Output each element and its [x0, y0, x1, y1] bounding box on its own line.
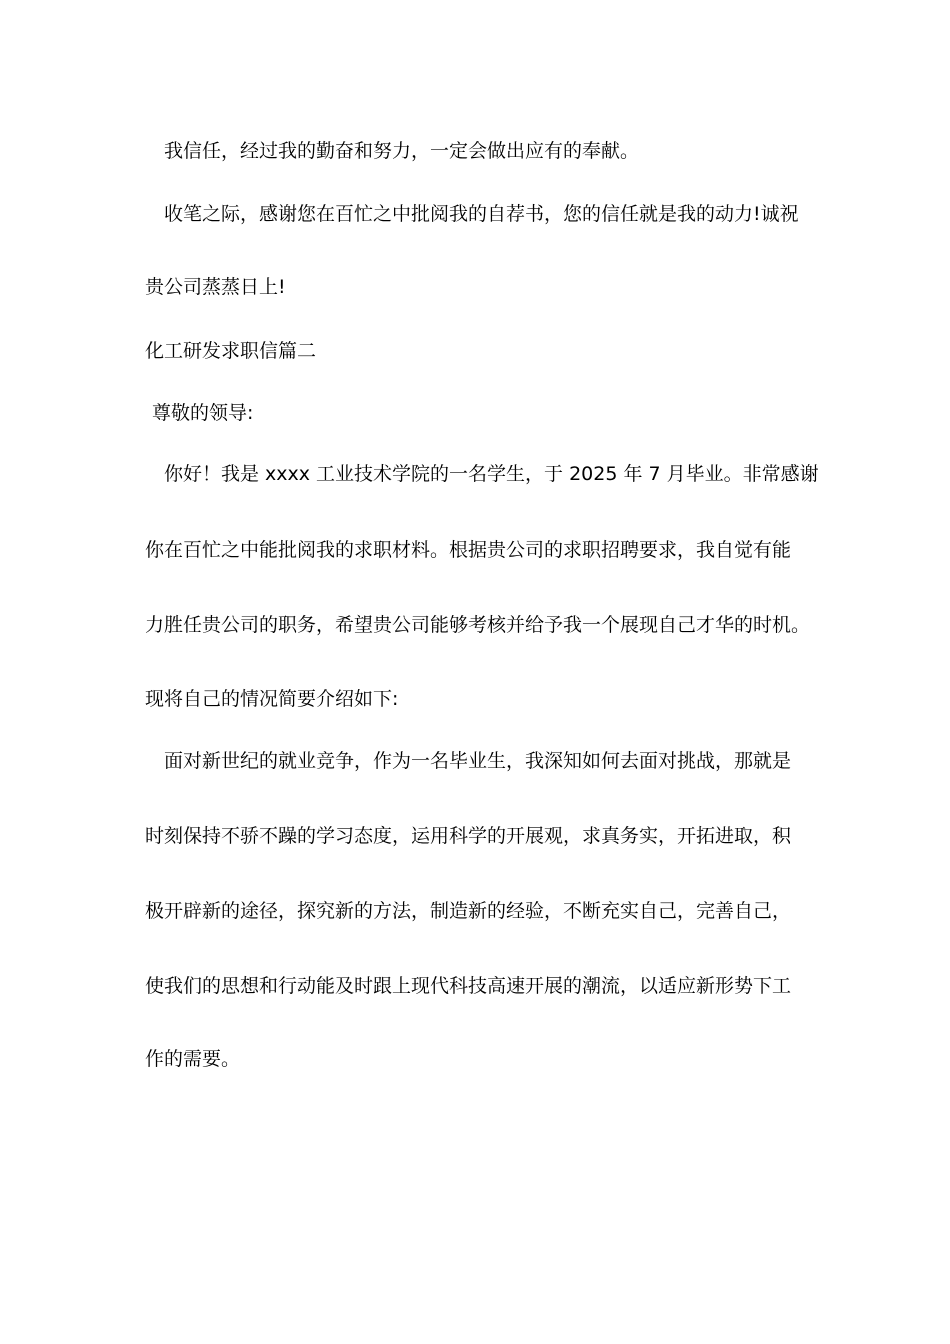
section-heading: 化工研发求职信篇二 [145, 340, 317, 362]
paragraph-line: 使我们的思想和行动能及时跟上现代科技高速开展的潮流，以适应新形势下工 [145, 975, 792, 997]
paragraph-line: 我信任，经过我的勤奋和努力，一定会做出应有的奉献。 [164, 140, 640, 162]
paragraph-line: 现将自己的情况简要介绍如下: [145, 688, 399, 710]
paragraph-line: 力胜任贵公司的职务，希望贵公司能够考核并给予我一个展现自己才华的时机。 [145, 614, 811, 636]
salutation: 尊敬的领导: [152, 402, 254, 424]
paragraph-line: 你好！我是 xxxx 工业技术学院的一名学生，于 2025 年 7 月毕业。非常感谢 [164, 463, 819, 485]
paragraph-line: 作的需要。 [145, 1048, 241, 1070]
paragraph-line: 收笔之际，感谢您在百忙之中批阅我的自荐书，您的信任就是我的动力!诚祝 [164, 203, 799, 225]
paragraph-line: 极开辟新的途径，探究新的方法，制造新的经验，不断充实自己，完善自己， [145, 900, 792, 922]
paragraph-line: 面对新世纪的就业竞争，作为一名毕业生，我深知如何去面对挑战，那就是 [164, 750, 792, 772]
paragraph-line: 你在百忙之中能批阅我的求职材料。根据贵公司的求职招聘要求，我自觉有能 [145, 539, 792, 561]
paragraph-line: 时刻保持不骄不躁的学习态度，运用科学的开展观，求真务实，开拓进取，积 [145, 825, 792, 847]
paragraph-line: 贵公司蒸蒸日上! [145, 276, 286, 298]
